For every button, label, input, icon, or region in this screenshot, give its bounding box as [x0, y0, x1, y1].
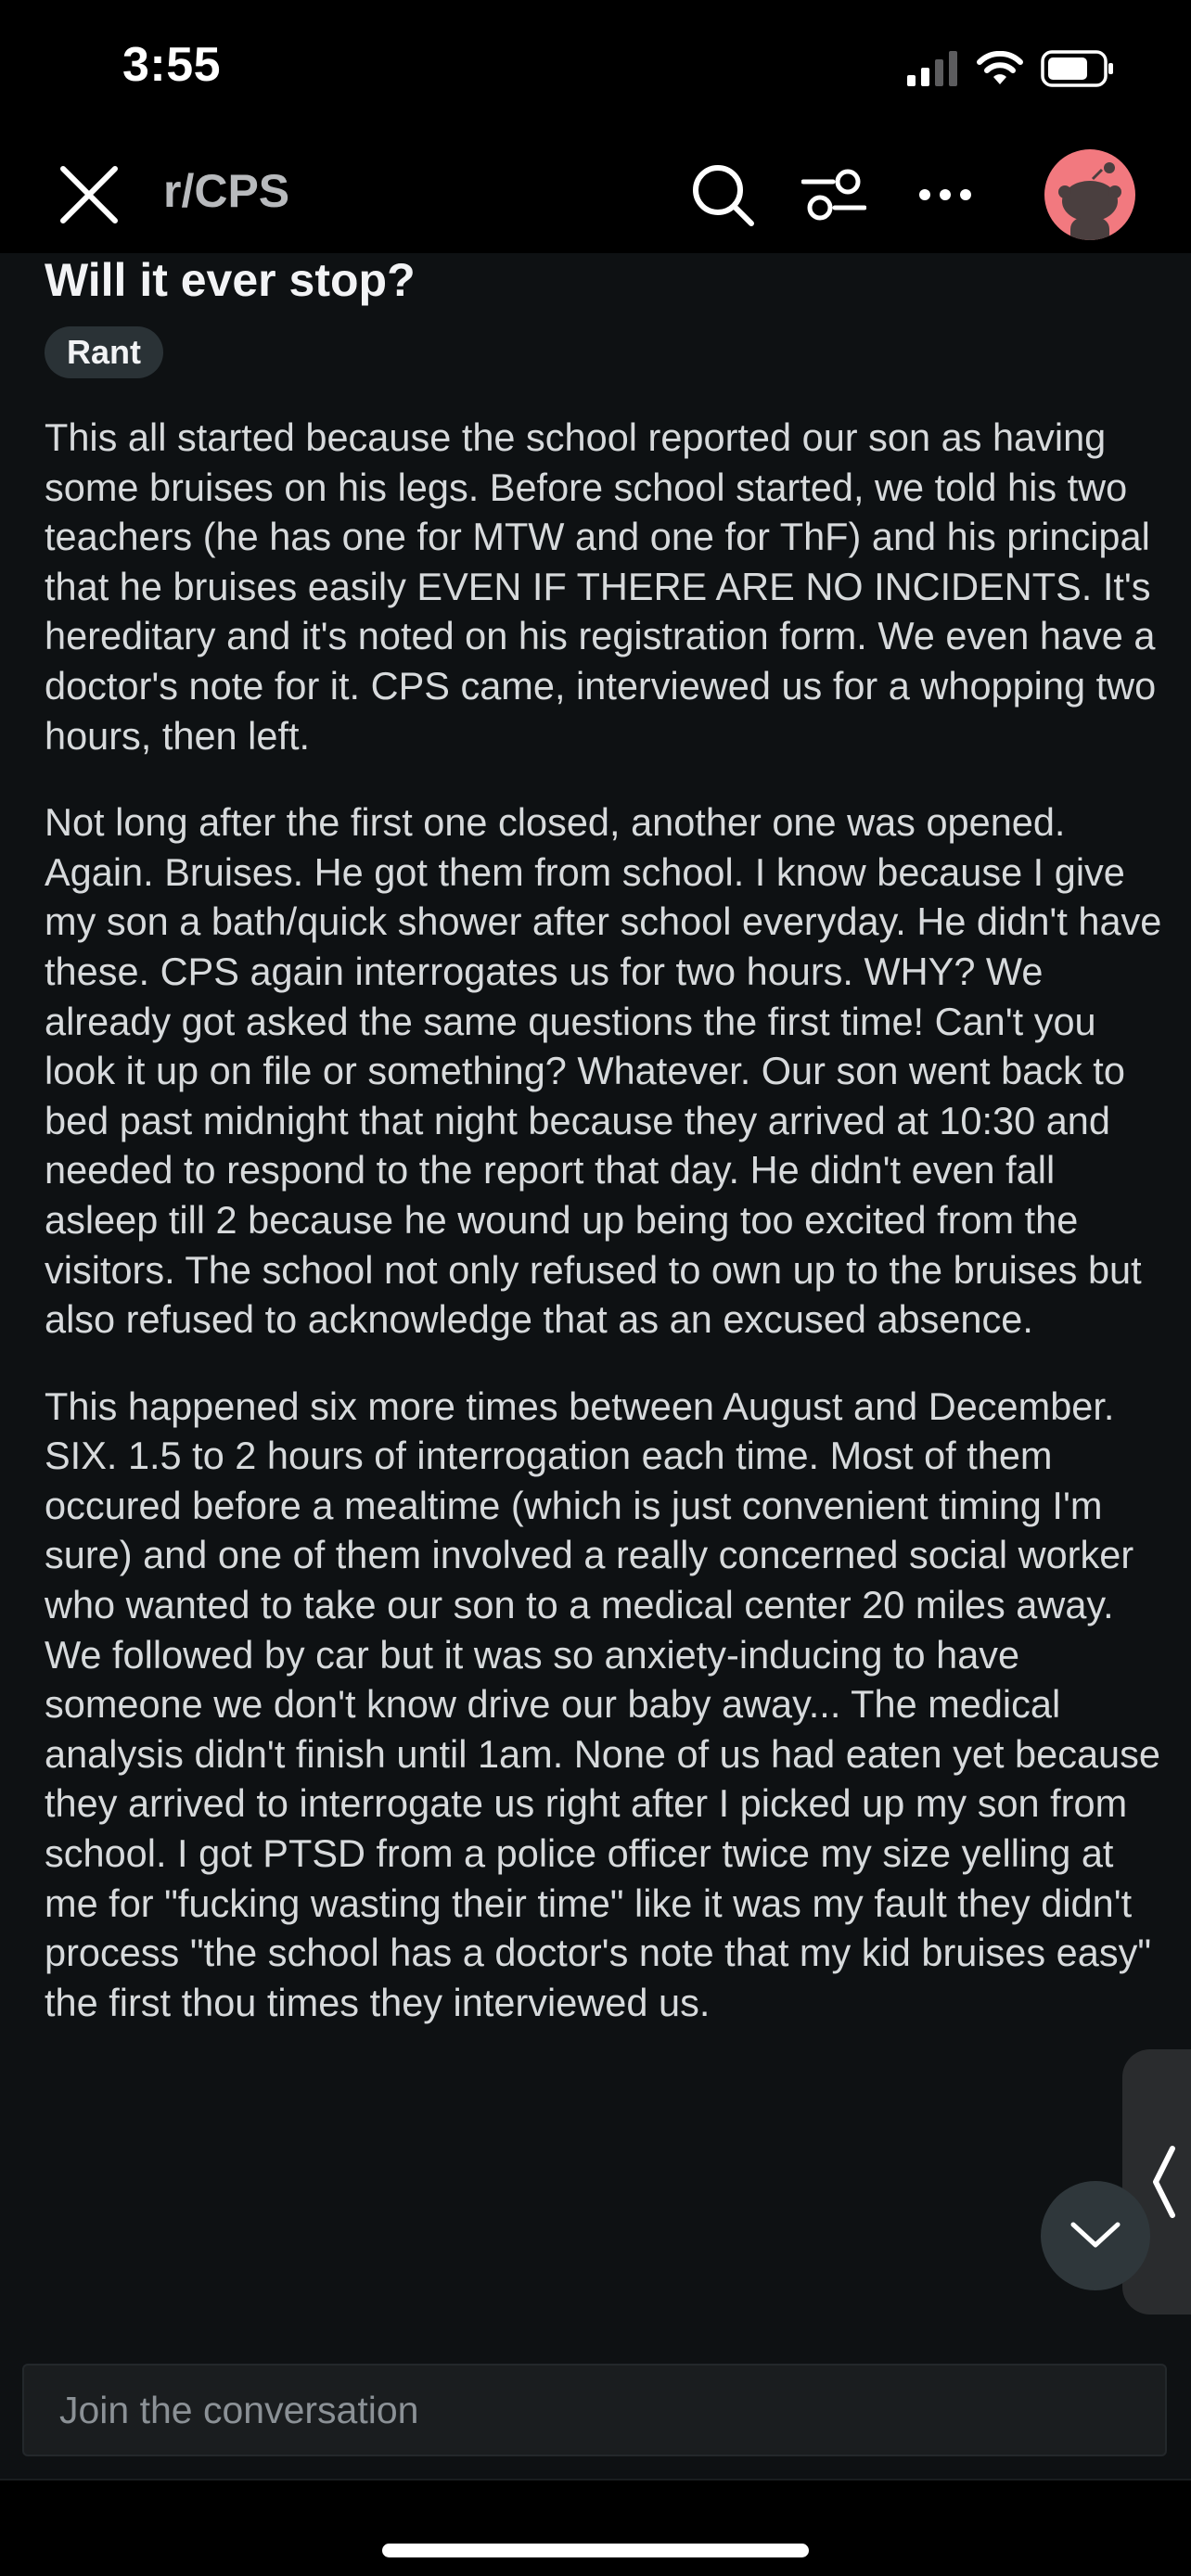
close-icon — [59, 165, 119, 224]
post-paragraph-2: Not long after the first one closed, another one was opened. Again. Bruises. He got them from school. I know because I give my son a bath/quick shower after school everyday. He didn't have these. CPS again interrogates us for two hours. WHY? We already got asked the same questions the first time! Can't you look it up on file or something? Whatever. Our son went back to bed past midnight that night because they arrived at 10:30 and needed to respond to the report that day. He didn't even fall asleep till 2 because he wound up being too excited from the visitors. The school not only refused to own up to the bruises but also refused to acknowledge that as an excused absence. — [45, 800, 1162, 1342]
comment-input[interactable] — [22, 2364, 1167, 2456]
post-title: Will it ever stop? — [45, 254, 416, 306]
scroll-down-button[interactable] — [1041, 2181, 1150, 2290]
more-icon — [917, 187, 973, 202]
wifi-icon — [976, 51, 1024, 86]
chevron-down-icon — [1069, 2221, 1121, 2251]
post-paragraph-1: This all started because the school reported our son as having some bruises on his legs. Before school started, we told his two teachers (he has one for MTW and one for ThF) and his principal that he bruises easily EVEN IF THERE ARE NO INCIDENTS. It's hereditary and it's noted on his registration form. We even have a doctor's note for it. CPS came, interviewed us for a whopping two hours, then left. — [45, 415, 1157, 758]
post-body — [45, 413, 1167, 2064]
home-indicator[interactable] — [382, 2544, 809, 2557]
battery-icon — [1041, 50, 1115, 87]
status-icons — [907, 46, 1115, 91]
search-icon — [690, 162, 755, 227]
avatar[interactable] — [1044, 149, 1135, 240]
post-paragraph-3: This happened six more times between August and December. SIX. 1.5 to 2 hours of interrogation each time. Most of them occured before a mealtime (which is just convenient timing I'm sure) and one of them involved a really concerned social worker who wanted to take our son to a medical center 20 miles away. We followed by car but it was so anxiety-inducing to have someone we don't know drive our baby away... The medical analysis didn't finish until 1am. None of us had eaten yet because they arrived to interrogate us right after I picked up my son from school. I got PTSD from a police officer twice my size yelling at me for "fucking wasting their time" like it was my fault they didn't process "the school has a doctor's note that my kid bruises easy" the first thou times they interviewed us. — [45, 1384, 1160, 2024]
search-button[interactable] — [683, 155, 762, 235]
home-indicator-area — [0, 2479, 1191, 2576]
close-button[interactable] — [54, 159, 124, 230]
snoo-avatar-icon — [1044, 149, 1135, 240]
more-button[interactable] — [905, 155, 985, 235]
chevron-left-icon — [1150, 2145, 1178, 2219]
subreddit-name[interactable]: r/CPS — [163, 165, 290, 217]
post — [0, 253, 1191, 2330]
app-header — [0, 134, 1191, 253]
status-bar — [0, 0, 1191, 134]
post-flair[interactable]: Rant — [45, 326, 163, 378]
filter-button[interactable] — [794, 155, 874, 235]
filter-icon — [801, 167, 866, 223]
status-time: 3:55 — [122, 38, 222, 92]
cellular-signal-icon — [907, 51, 959, 86]
comment-composer — [0, 2330, 1191, 2479]
